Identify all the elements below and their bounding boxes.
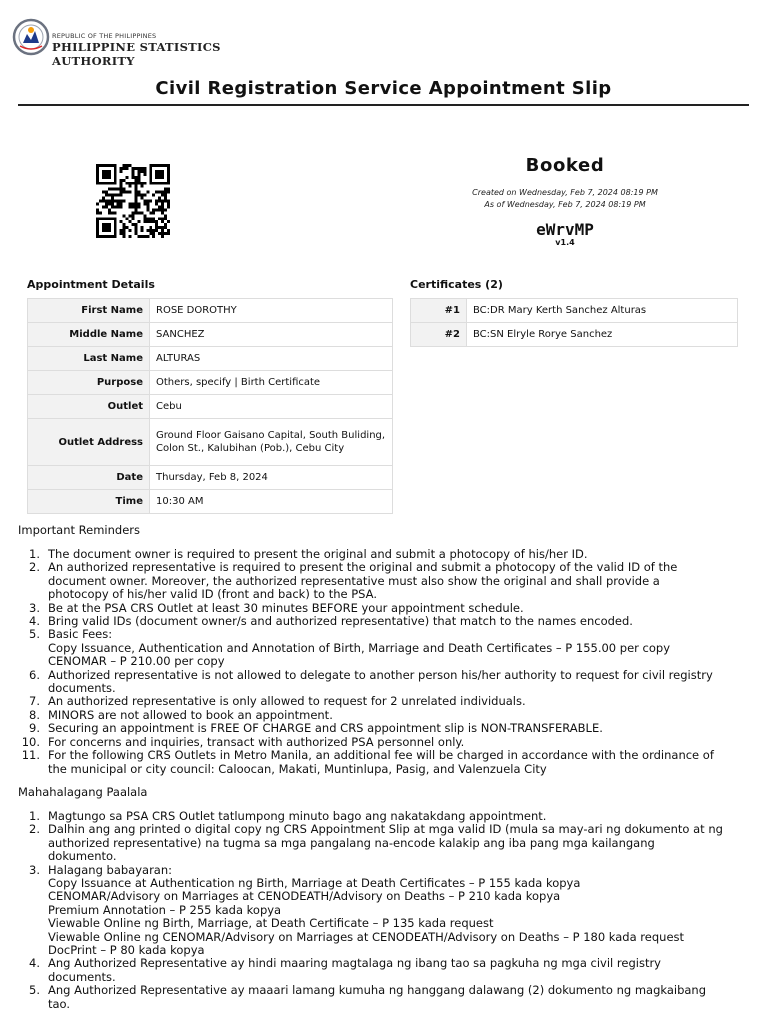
list-item [18, 736, 758, 749]
list-item-number: 2. [29, 560, 40, 575]
list-item-line: An authorized representative is required to present the original and submit a photocopy of the valid ID of the [48, 560, 678, 575]
as-of-timestamp: As of Wednesday, Feb 7, 2024 08:19 PM [484, 200, 646, 209]
list-item-line: CENOMAR/Advisory on Marriages at CENODEATH/Advisory on Deaths – P 210 kada kopya [48, 889, 561, 904]
reference-code: eWrvMP [536, 220, 594, 239]
list-item-line: Dalhin ang ang printed o digital copy ng CRS Appointment Slip at mga valid ID (mula sa may-ari ng dokumento at ng [48, 822, 723, 837]
row-label: Date [28, 466, 150, 490]
list-item-number: 9. [29, 721, 40, 736]
logo-agency-text: PHILIPPINE STATISTICS AUTHORITY [52, 40, 221, 68]
list-item-line: Premium Annotation – P 255 kada kopya [48, 902, 282, 917]
row-label: Outlet Address [28, 419, 150, 466]
table-row [28, 419, 393, 466]
list-item-line: photocopy of his/her valid ID (front and back) to the PSA. [48, 587, 377, 602]
list-item-number: 1. [29, 809, 40, 823]
paalala-list [18, 810, 758, 1011]
list-item-number: 10. [21, 734, 40, 749]
certificate-value: BC:DR Mary Kerth Sanchez Alturas [467, 299, 738, 323]
list-item-line: Ang Authorized Representative ay maaari lamang kumuha ng hanggang dalawang (2) dokumento ng magkaibang [48, 983, 706, 998]
list-item [18, 548, 758, 561]
list-item-line: Viewable Online ng Birth, Marriage, at Death Certificate – P 135 kada request [48, 916, 494, 931]
list-item-line: For the following CRS Outlets in Metro Manila, an additional fee will be charged in accordance with the ordinance of [48, 748, 714, 763]
psa-seal-icon [12, 16, 50, 58]
list-item [18, 669, 758, 696]
psa-logo [12, 16, 252, 68]
row-value: SANCHEZ [150, 323, 393, 347]
list-item [18, 864, 758, 958]
list-item-number: 3. [29, 600, 40, 615]
list-item [18, 615, 758, 628]
list-item-line: DocPrint – P 80 kada kopya [48, 943, 205, 958]
table-row [28, 490, 393, 514]
certificate-value: BC:SN Elryle Rorye Sanchez [467, 323, 738, 347]
logo-country-text: REPUBLIC OF THE PHILIPPINES [52, 32, 157, 40]
title-divider [18, 104, 749, 106]
list-item [18, 695, 758, 708]
row-label: Purpose [28, 371, 150, 395]
list-item-number: 4. [29, 956, 40, 971]
certificates-heading: Certificates (2) [410, 278, 503, 291]
list-item-number: 11. [21, 748, 40, 763]
list-item-number: 1. [29, 547, 40, 561]
list-item-number: 2. [29, 822, 40, 837]
certificates-table [410, 298, 738, 347]
page-title: Civil Registration Service Appointment Slip [155, 78, 612, 99]
row-value: Others, specify | Birth Certificate [150, 371, 393, 395]
created-timestamp: Created on Wednesday, Feb 7, 2024 08:19 PM [472, 188, 658, 197]
table-row [411, 299, 738, 323]
list-item [18, 561, 758, 601]
table-row [28, 466, 393, 490]
list-item-line: documents. [48, 969, 116, 984]
list-item-line: The document owner is required to present the original and submit a photocopy of his/her ID. [48, 547, 588, 561]
list-item [18, 957, 758, 984]
list-item-line: Be at the PSA CRS Outlet at least 30 minutes BEFORE your appointment schedule. [48, 600, 524, 615]
list-item [18, 709, 758, 722]
important-reminders-list [18, 548, 758, 776]
list-item-number: 8. [29, 707, 40, 722]
table-row [28, 371, 393, 395]
table-row [28, 395, 393, 419]
list-item-line: documents. [48, 681, 116, 696]
list-item [18, 823, 758, 863]
important-reminders-title: Important Reminders [18, 523, 140, 537]
row-value: Thursday, Feb 8, 2024 [150, 466, 393, 490]
row-label: Middle Name [28, 323, 150, 347]
list-item-line: MINORS are not allowed to book an appointment. [48, 707, 333, 722]
list-item [18, 749, 758, 776]
list-item-number: 5. [29, 627, 40, 642]
paalala-title: Mahahalagang Paalala [18, 785, 148, 799]
list-item-line: Authorized representative is not allowed to delegate to another person his/her authority to request for civil registry [48, 667, 713, 682]
list-item-line: Securing an appointment is FREE OF CHARGE and CRS appointment slip is NON-TRANSFERABLE. [48, 721, 603, 736]
list-item [18, 722, 758, 735]
list-item-line: authorized representative) na tugma sa mga pangalang na-encode kalakip ang iba pang mga kailangang [48, 835, 655, 850]
qr-code-icon [96, 164, 170, 238]
list-item-number: 5. [29, 983, 40, 998]
certificate-number: #1 [411, 299, 467, 323]
list-item-number: 4. [29, 614, 40, 629]
row-label: First Name [28, 299, 150, 323]
table-row [28, 299, 393, 323]
list-item-line: Magtungo sa PSA CRS Outlet tatlumpong minuto bago ang nakatakdang appointment. [48, 809, 547, 823]
list-item-line: Ang Authorized Representative ay hindi maaring magtalaga ng ibang tao sa pagkuha ng mga civil registry [48, 956, 661, 971]
list-item-line: the municipal or city council: Caloocan, Makati, Muntinlupa, Pasig, and Valenzuela City [48, 761, 547, 776]
row-value: ROSE DOROTHY [150, 299, 393, 323]
list-item-line: Halagang babayaran: [48, 862, 173, 877]
list-item-line: Viewable Online ng CENOMAR/Advisory on Marriages at CENODEATH/Advisory on Deaths – P 180 kada request [48, 929, 685, 944]
certificate-number: #2 [411, 323, 467, 347]
list-item-line: Copy Issuance, Authentication and Annotation of Birth, Marriage and Death Certificates – P 155.00 per copy [48, 640, 670, 655]
list-item-line: Bring valid IDs (document owner/s and authorized representative) that match to the names encoded. [48, 614, 633, 629]
list-item-line: Copy Issuance at Authentication ng Birth, Marriage at Death Certificates – P 155 kada kopya [48, 876, 581, 891]
table-row [28, 347, 393, 371]
list-item [18, 810, 758, 823]
version-label: v1.4 [555, 238, 575, 247]
row-value: Ground Floor Gaisano Capital, South Buliding, Colon St., Kalubihan (Pob.), Cebu City [150, 419, 393, 466]
appointment-details-heading: Appointment Details [27, 278, 155, 291]
table-row [411, 323, 738, 347]
row-value: Cebu [150, 395, 393, 419]
row-label: Outlet [28, 395, 150, 419]
list-item-line: Basic Fees: [48, 627, 113, 642]
list-item-line: For concerns and inquiries, transact with authorized PSA personnel only. [48, 734, 465, 749]
list-item [18, 602, 758, 615]
row-value: 10:30 AM [150, 490, 393, 514]
row-label: Last Name [28, 347, 150, 371]
list-item [18, 628, 758, 668]
list-item-line: dokumento. [48, 849, 117, 864]
list-item-line: An authorized representative is only allowed to request for 2 unrelated individuals. [48, 694, 526, 709]
row-label: Time [28, 490, 150, 514]
list-item-number: 7. [29, 694, 40, 709]
booking-status: Booked [525, 155, 605, 176]
appointment-details-table [27, 298, 393, 514]
list-item [18, 984, 758, 1011]
list-item-number: 3. [29, 862, 40, 877]
list-item-line: CENOMAR – P 210.00 per copy [48, 654, 225, 669]
list-item-number: 6. [29, 667, 40, 682]
row-value: ALTURAS [150, 347, 393, 371]
list-item-line: tao. [48, 996, 71, 1011]
table-row [28, 323, 393, 347]
list-item-line: document owner. Moreover, the authorized representative must also show the original and shall provide a [48, 573, 660, 588]
